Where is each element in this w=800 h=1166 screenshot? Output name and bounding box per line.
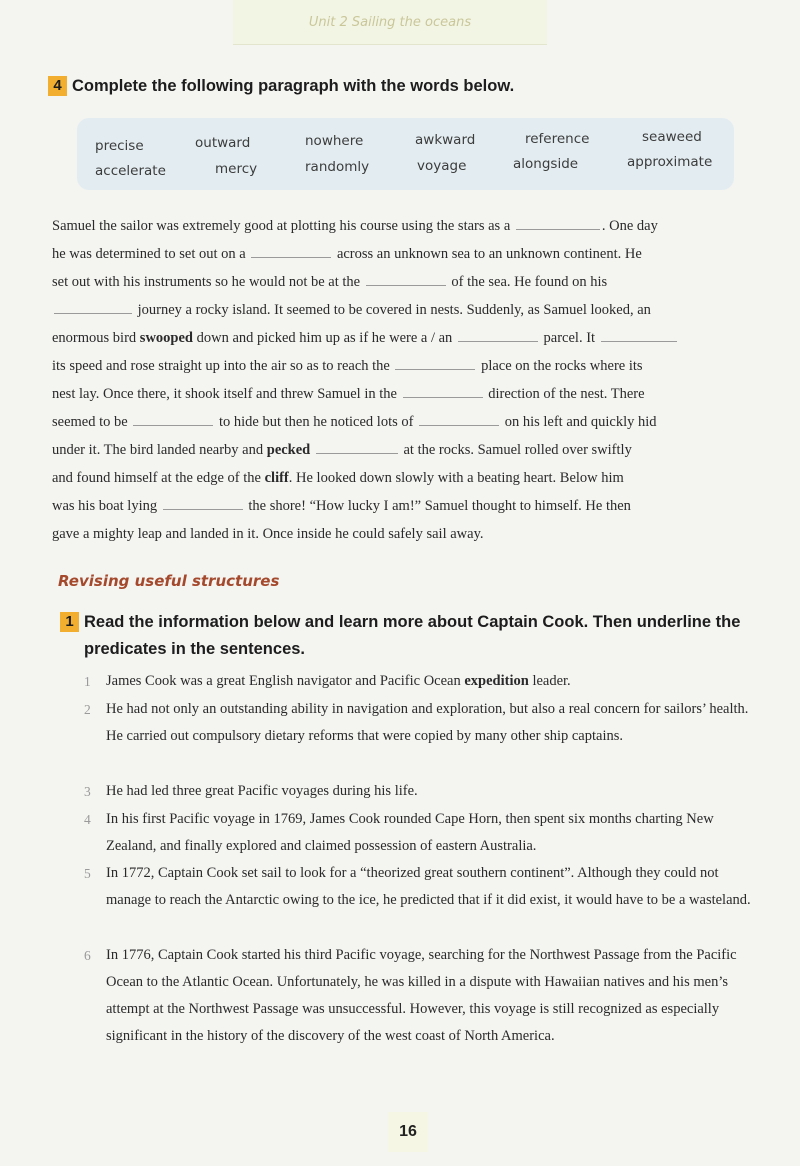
paragraph-line: seemed to be to hide but then he noticed lots of on his left and quickly hid bbox=[52, 408, 752, 436]
list-item bbox=[84, 696, 754, 750]
paragraph-line: was his boat lying the shore! “How lucky I am!” Samuel thought to himself. He then bbox=[52, 492, 752, 520]
paragraph-line: gave a mighty leap and landed in it. Once inside he could safely sail away. bbox=[52, 526, 484, 542]
answer-blank[interactable] bbox=[251, 242, 331, 258]
word-bank-item: awkward bbox=[415, 132, 476, 148]
answer-blank[interactable] bbox=[403, 382, 483, 398]
word-bank-item: mercy bbox=[215, 161, 258, 177]
answer-blank[interactable] bbox=[54, 298, 132, 314]
fill-in-paragraph bbox=[52, 212, 752, 548]
word-bank-item: precise bbox=[95, 138, 144, 154]
list-item bbox=[84, 860, 754, 914]
word-bank-item: accelerate bbox=[95, 163, 166, 179]
list-item bbox=[84, 806, 754, 860]
word-bank-item: nowhere bbox=[305, 133, 364, 149]
word-bank-item: alongside bbox=[513, 156, 579, 172]
item-number: 6 bbox=[84, 948, 91, 963]
item-number: 4 bbox=[84, 812, 91, 827]
paragraph-line: he was determined to set out on a across an unknown sea to an unknown continent. He bbox=[52, 240, 752, 268]
page-number: 16 bbox=[388, 1112, 428, 1152]
exercise-number-badge: 1 bbox=[60, 612, 79, 632]
word-bank bbox=[77, 118, 734, 190]
answer-blank[interactable] bbox=[395, 354, 475, 370]
paragraph-line: set out with his instruments so he would not be at the of the sea. He found on his bbox=[52, 268, 752, 296]
paragraph-line: nest lay. Once there, it shook itself and threw Samuel in the direction of the nest. There bbox=[52, 380, 752, 408]
answer-blank[interactable] bbox=[516, 214, 600, 230]
unit-title: Unit 2 Sailing the oceans bbox=[308, 14, 472, 30]
item-text: In 1772, Captain Cook set sail to look for a “theorized great southern continent”. Although they could not manage to reach the Antarctic owing to the ice, he predicted that if it did exist, it would have to be a wasteland. bbox=[106, 865, 751, 908]
word-bank-item: voyage bbox=[417, 158, 467, 174]
list-item bbox=[84, 942, 754, 1050]
paragraph-line: its speed and rose straight up into the air so as to reach the place on the rocks where its bbox=[52, 352, 752, 380]
item-number: 5 bbox=[84, 866, 91, 881]
answer-blank[interactable] bbox=[163, 494, 243, 510]
answer-blank[interactable] bbox=[366, 270, 446, 286]
list-item bbox=[84, 668, 754, 695]
answer-blank[interactable] bbox=[419, 410, 499, 426]
word-bank-item: approximate bbox=[627, 154, 713, 170]
paragraph-line: enormous bird swooped down and picked him up as if he were a / an parcel. It bbox=[52, 324, 752, 352]
item-text: In 1776, Captain Cook started his third Pacific voyage, searching for the Northwest Passage from the Pacific Ocean to the Atlantic Ocean. Unfortunately, he was killed in a dispute with Hawaiian natives and his men’s attempt at the Northwest Passage was unsuccessful. However, this voyage is still recognized as especially significant in the history of the discovery of the west coast of North America. bbox=[106, 947, 737, 1044]
item-number: 3 bbox=[84, 784, 91, 799]
item-number: 1 bbox=[84, 674, 91, 689]
unit-header bbox=[233, 0, 547, 45]
exercise-4-heading bbox=[48, 73, 748, 99]
item-number: 2 bbox=[84, 702, 91, 717]
exercise-number-badge: 4 bbox=[48, 76, 67, 96]
paragraph-line: journey a rocky island. It seemed to be covered in nests. Suddenly, as Samuel looked, an bbox=[52, 296, 752, 324]
item-text: He had led three great Pacific voyages during his life. bbox=[106, 783, 418, 799]
section-title: Revising useful structures bbox=[58, 572, 280, 590]
word-bank-item: outward bbox=[195, 135, 251, 151]
item-text: He had not only an outstanding ability in navigation and exploration, but also a real concern for sailors’ health. He carried out compulsory dietary reforms that were copied by many other ship captains. bbox=[106, 701, 749, 744]
answer-blank[interactable] bbox=[601, 326, 677, 342]
list-item bbox=[84, 778, 754, 805]
paragraph-line: under it. The bird landed nearby and pecked at the rocks. Samuel rolled over swiftly bbox=[52, 436, 752, 464]
answer-blank[interactable] bbox=[458, 326, 538, 342]
item-text: James Cook was a great English navigator and Pacific Ocean expedition leader. bbox=[106, 673, 571, 689]
exercise-1-instruction: Read the information below and learn more about Captain Cook. Then underline the predicates in the sentences. bbox=[84, 613, 741, 658]
answer-blank[interactable] bbox=[316, 438, 398, 454]
answer-blank[interactable] bbox=[133, 410, 213, 426]
item-text: In his first Pacific voyage in 1769, James Cook rounded Cape Horn, then spent six months charting New Zealand, and finally explored and claimed possession of eastern Australia. bbox=[106, 811, 714, 854]
paragraph-line: Samuel the sailor was extremely good at plotting his course using the stars as a . One day bbox=[52, 212, 752, 240]
word-bank-item: seaweed bbox=[642, 129, 702, 145]
paragraph-line: and found himself at the edge of the cliff. He looked down slowly with a beating heart. Below him bbox=[52, 470, 624, 486]
exercise-1-heading bbox=[60, 609, 750, 663]
exercise-4-instruction: Complete the following paragraph with the words below. bbox=[72, 77, 515, 95]
word-bank-item: randomly bbox=[305, 159, 370, 175]
word-bank-item: reference bbox=[525, 131, 590, 147]
